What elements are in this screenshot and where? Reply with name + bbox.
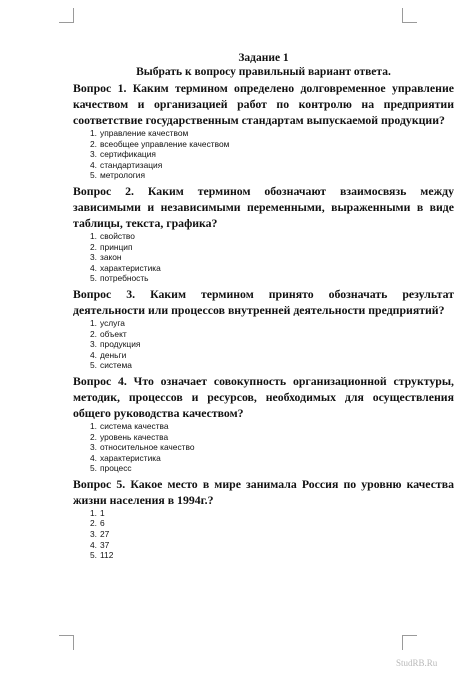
option-number: 1 . <box>73 508 100 519</box>
options-list <box>73 318 454 371</box>
option-number: 2 . <box>73 242 100 253</box>
watermark: StudRB.Ru <box>396 658 438 668</box>
option-item <box>73 463 454 474</box>
option-item <box>73 128 454 139</box>
option-number: 2 . <box>73 139 100 150</box>
option-text: потребность <box>100 273 149 284</box>
option-text: относительное качество <box>100 442 195 453</box>
option-number: 4 . <box>73 263 100 274</box>
option-text: система качества <box>100 420 169 431</box>
option-item <box>73 453 454 464</box>
option-number: 3 . <box>73 529 100 540</box>
crop-mark-bottom-left <box>59 635 74 650</box>
options-list <box>73 508 454 561</box>
option-item <box>73 329 454 340</box>
crop-mark-top-left <box>59 8 74 23</box>
option-text: стандартизация <box>100 159 163 170</box>
option-number: 1 . <box>73 231 100 242</box>
option-item <box>73 170 454 181</box>
option-item <box>73 231 454 242</box>
option-text: уровень качества <box>100 431 169 442</box>
crop-mark-top-right <box>402 8 417 23</box>
question-block <box>73 373 454 474</box>
option-item <box>73 550 454 561</box>
option-item <box>73 442 454 453</box>
option-text: 37 <box>100 539 110 550</box>
option-number: 3 . <box>73 149 100 160</box>
option-text: 112 <box>100 550 114 561</box>
task-title: Задание 1 <box>238 52 289 64</box>
option-number: 1 . <box>73 318 100 329</box>
question-text: Вопрос 3. Каким термином принято обозначать результат деятельности или процессов внутренней деятельности предприятий? <box>73 286 454 317</box>
option-text: процесс <box>100 463 132 474</box>
question-text: Вопрос 1. Каким термином определено долговременное управление качеством и организацией работ по контролю на предприятии соответствие государственным стандартам выпускаемой продукции? <box>73 81 454 127</box>
option-item <box>73 339 454 350</box>
option-text: метрология <box>100 170 146 181</box>
option-number: 3 . <box>73 442 100 453</box>
option-number: 4 . <box>73 350 100 361</box>
option-item <box>73 318 454 329</box>
option-text: продукция <box>100 339 141 350</box>
option-item <box>73 350 454 361</box>
option-item <box>73 518 454 529</box>
option-text: система <box>100 360 132 371</box>
question-block <box>73 183 454 284</box>
option-number: 5 . <box>73 550 100 561</box>
option-number: 4 . <box>73 453 100 464</box>
option-number: 2 . <box>73 518 100 529</box>
option-item <box>73 360 454 371</box>
question-block <box>73 286 454 371</box>
question-block <box>73 476 454 561</box>
options-list <box>73 421 454 474</box>
crop-mark-bottom-right <box>402 635 417 650</box>
option-text: объект <box>100 328 127 339</box>
option-text: свойство <box>100 230 135 241</box>
option-item <box>73 149 454 160</box>
instruction: Выбрать к вопросу правильный вариант ответа. <box>136 66 391 78</box>
option-number: 5 . <box>73 170 100 181</box>
option-text: характеристика <box>100 262 161 273</box>
option-text: управление качеством <box>100 128 189 138</box>
option-number: 1 . <box>73 421 100 432</box>
option-item <box>73 252 454 263</box>
options-list <box>73 231 454 284</box>
option-item <box>73 160 454 171</box>
option-item <box>73 242 454 253</box>
question-block <box>73 80 454 181</box>
option-item <box>73 432 454 443</box>
question-text: Вопрос 2. Каким термином обозначают взаимосвязь между зависимыми и независимыми переменными, выраженными в виде таблицы, текста, графика? <box>73 183 454 230</box>
option-number: 1 . <box>73 128 100 139</box>
option-number: 5 . <box>73 273 100 284</box>
option-text: 1 <box>100 507 105 518</box>
option-text: закон <box>100 252 122 263</box>
question-text: Вопрос 4. Что означает совокупность организационной структуры, методик, процессов и ресурсов, необходимых для осуществления общего руководства качеством? <box>73 373 454 420</box>
option-text: услуга <box>100 317 125 328</box>
option-text: принцип <box>100 241 133 252</box>
option-number: 3 . <box>73 252 100 263</box>
option-number: 2 . <box>73 432 100 443</box>
document-page <box>73 52 454 563</box>
options-list <box>73 128 454 181</box>
option-item <box>73 529 454 540</box>
option-text: 6 <box>100 518 105 529</box>
option-number: 3 . <box>73 339 100 350</box>
option-text: сертификация <box>100 149 156 160</box>
option-number: 4 . <box>73 540 100 551</box>
option-number: 5 . <box>73 360 100 371</box>
option-item <box>73 508 454 519</box>
option-number: 5 . <box>73 463 100 474</box>
option-item <box>73 540 454 551</box>
option-text: 27 <box>100 529 110 540</box>
option-text: характеристика <box>100 452 161 463</box>
option-item <box>73 421 454 432</box>
option-item <box>73 263 454 274</box>
question-text: Вопрос 5. Какое место в мире занимала Россия по уровню качества жизни населения в 1994г.? <box>73 476 454 507</box>
option-number: 2 . <box>73 329 100 340</box>
option-number: 4 . <box>73 160 100 171</box>
option-text: деньги <box>100 349 127 360</box>
option-item <box>73 139 454 150</box>
option-item <box>73 273 454 284</box>
option-text: всеобщее управление качеством <box>100 138 230 149</box>
